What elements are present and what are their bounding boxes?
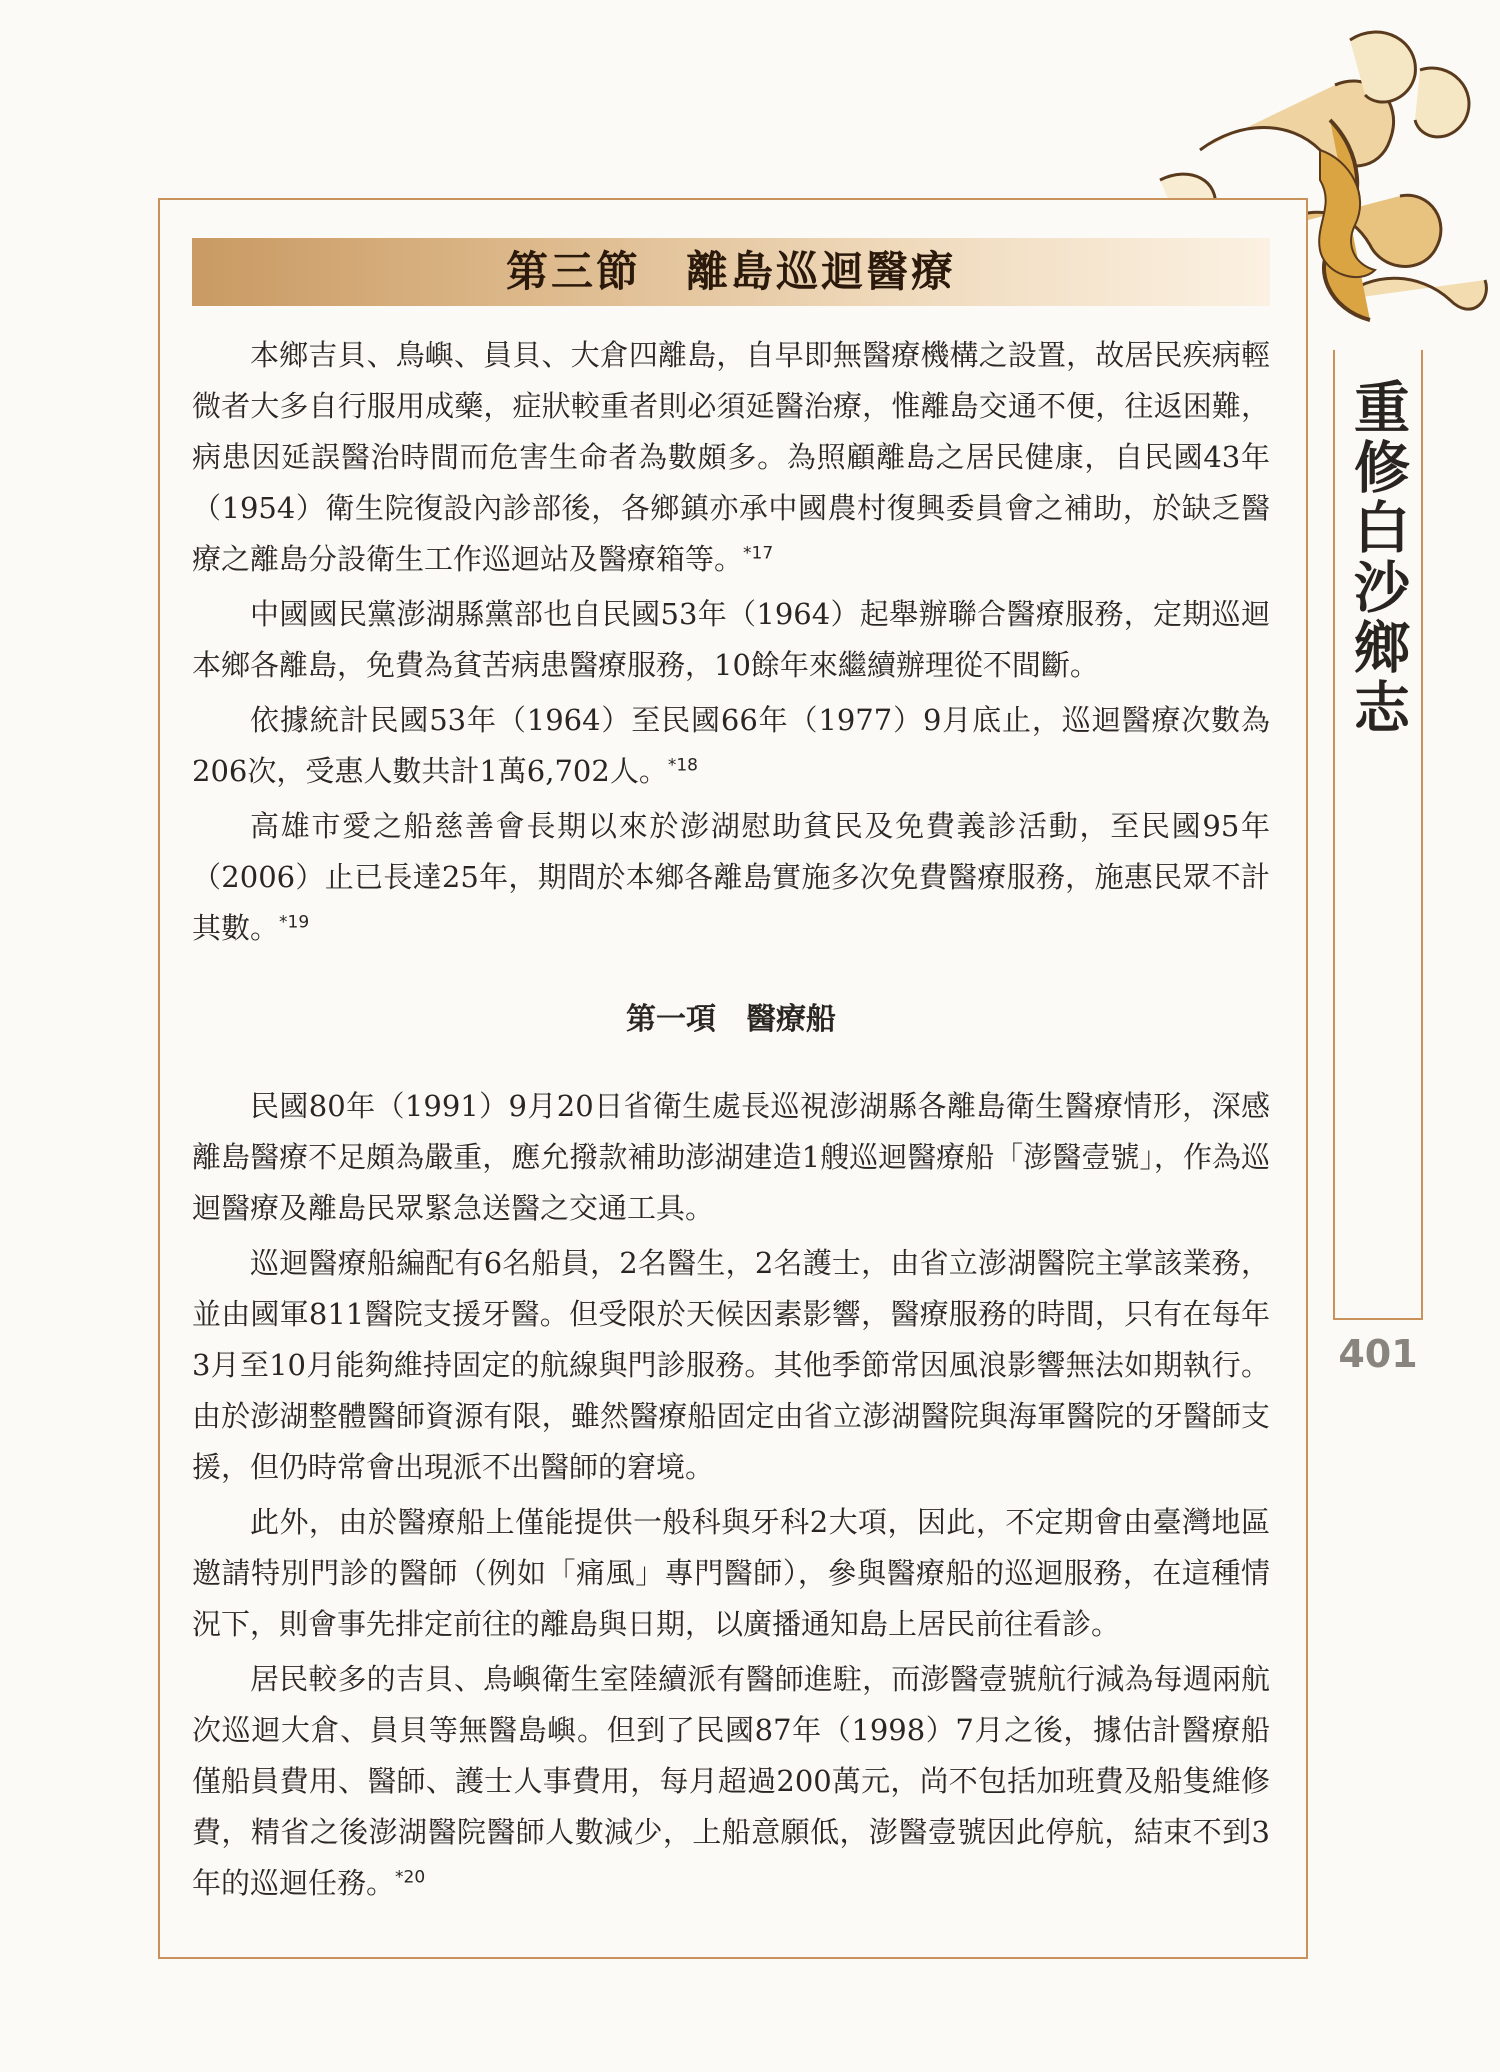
paragraph: 依據統計民國53年（1964）至民國66年（1977）9月底止，巡迴醫療次數為206次，受惠人數共計1萬6,702人。$^{*18}$ bbox=[192, 703, 1270, 788]
footnote-ref: *20 bbox=[395, 1867, 426, 1888]
paragraph: 中國國民黨澎湖縣黨部也自民國53年（1964）起舉辦聯合醫療服務，定期巡迴本鄉各離島，免費為貧苦病患醫療服務，10餘年來繼續辦理從不間斷。 bbox=[192, 597, 1270, 682]
paragraph: 民國80年（1991）9月20日省衛生處長巡視澎湖縣各離島衛生醫療情形，深感離島醫療不足頗為嚴重，應允撥款補助澎湖建造1艘巡迴醫療船「澎醫壹號」，作為巡迴醫療及離島民眾緊急送醫之交通工具。 bbox=[192, 1089, 1270, 1225]
paragraph: 巡迴醫療船編配有6名船員，2名醫生，2名護士，由省立澎湖醫院主掌該業務，並由國軍811醫院支援牙醫。但受限於天候因素影響，醫療服務的時間，只有在每年3月至10月能夠維持固定的航線與門診服務。其他季節常因風浪影響無法如期執行。由於澎湖整體醫師資源有限，雖然醫療船固定由省立澎湖醫院與海軍醫院的牙醫師支援，但仍時常會出現派不出醫師的窘境。 bbox=[192, 1246, 1270, 1484]
main-content bbox=[192, 330, 1270, 1909]
section-title-banner bbox=[192, 238, 1270, 306]
footnote-ref: *19 bbox=[279, 912, 310, 933]
footnote-ref: *18 bbox=[667, 755, 698, 776]
paragraph: 此外，由於醫療船上僅能提供一般科與牙科2大項，因此，不定期會由臺灣地區邀請特別門診的醫師（例如「痛風」專門醫師），參與醫療船的巡迴服務，在這種情況下，則會事先排定前往的離島與日期，以廣播通知島上居民前往看診。 bbox=[192, 1505, 1270, 1641]
subsection-title: 第一項 醫療船 bbox=[626, 1002, 836, 1037]
footnote-ref: *17 bbox=[743, 543, 774, 564]
section-title: 第三節 離島巡迴醫療 bbox=[505, 247, 956, 296]
paragraph: 本鄉吉貝、鳥嶼、員貝、大倉四離島，自早即無醫療機構之設置，故居民疾病輕微者大多自行服用成藥，症狀較重者則必須延醫治療，惟離島交通不便，往返困難，病患因延誤醫治時間而危害生命者為數頗多。為照顧離島之居民健康，自民國43年（1954）衛生院復設內診部後，各鄉鎮亦承中國農村復興委員會之補助，於缺乏醫療之離島分設衛生工作巡迴站及醫療箱等。$^{*17}$ bbox=[192, 338, 1270, 576]
paragraph: 高雄市愛之船慈善會長期以來於澎湖慰助貧民及免費義診活動，至民國95年（2006）止已長達25年，期間於本鄉各離島實施多次免費醫療服務，施惠民眾不計其數。$^{*19}$ bbox=[192, 809, 1270, 945]
page-number: 401 bbox=[1338, 1332, 1418, 1376]
book-title: 重修白沙鄉志 bbox=[1345, 378, 1411, 738]
paragraph: 居民較多的吉貝、鳥嶼衛生室陸續派有醫師進駐，而澎醫壹號航行減為每週兩航次巡迴大倉、員貝等無醫島嶼。但到了民國87年（1998）7月之後，據估計醫療船僅船員費用、醫師、護士人事費用，每月超過200萬元，尚不包括加班費及船隻維修費，精省之後澎湖醫院醫師人數減少，上船意願低，澎醫壹號因此停航，結束不到3年的巡迴任務。$^{*20}$ bbox=[192, 1662, 1270, 1900]
